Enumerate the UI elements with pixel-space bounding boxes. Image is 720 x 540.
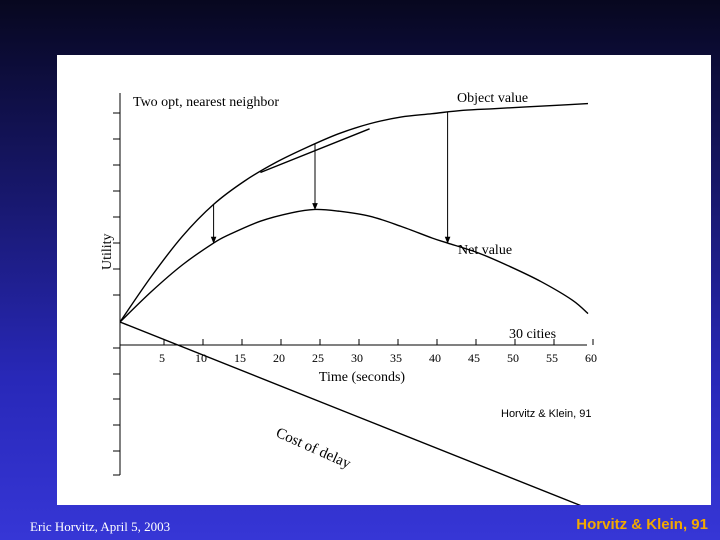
cost-of-delay-label: Cost of delay xyxy=(273,425,353,473)
net-value-line xyxy=(120,209,588,322)
x-tick-label: 10 xyxy=(195,351,207,365)
x-tick-label: 30 xyxy=(351,351,363,365)
net-value-label: Net value xyxy=(458,243,513,258)
two-opt-label: Two opt, nearest neighbor xyxy=(133,95,279,110)
x-tick-label: 25 xyxy=(312,351,324,365)
citation-label: Horvitz & Klein, 91 xyxy=(501,408,592,420)
footer-citation: Horvitz & Klein, 91 xyxy=(576,516,708,533)
x-tick-label: 35 xyxy=(390,351,402,365)
x-tick-label: 20 xyxy=(273,351,285,365)
x-axis-label: Time (seconds) xyxy=(318,370,406,385)
y-axis-label: Utility xyxy=(100,233,115,270)
utility-chart xyxy=(57,55,711,505)
x-tick-label: 50 xyxy=(507,351,519,365)
x-tick-label: 60 xyxy=(585,351,597,365)
x-tick-label: 5 xyxy=(159,351,165,365)
footer-author: Eric Horvitz, April 5, 2003 xyxy=(30,519,171,534)
x-tick-label: 45 xyxy=(468,351,480,365)
x-tick-label: 15 xyxy=(234,351,246,365)
x-tick-label: 40 xyxy=(429,351,441,365)
object-value-label: Object value xyxy=(457,91,529,106)
chart-panel xyxy=(57,55,711,505)
cities-label: 30 cities xyxy=(509,327,557,342)
x-tick-label: 55 xyxy=(546,351,558,365)
